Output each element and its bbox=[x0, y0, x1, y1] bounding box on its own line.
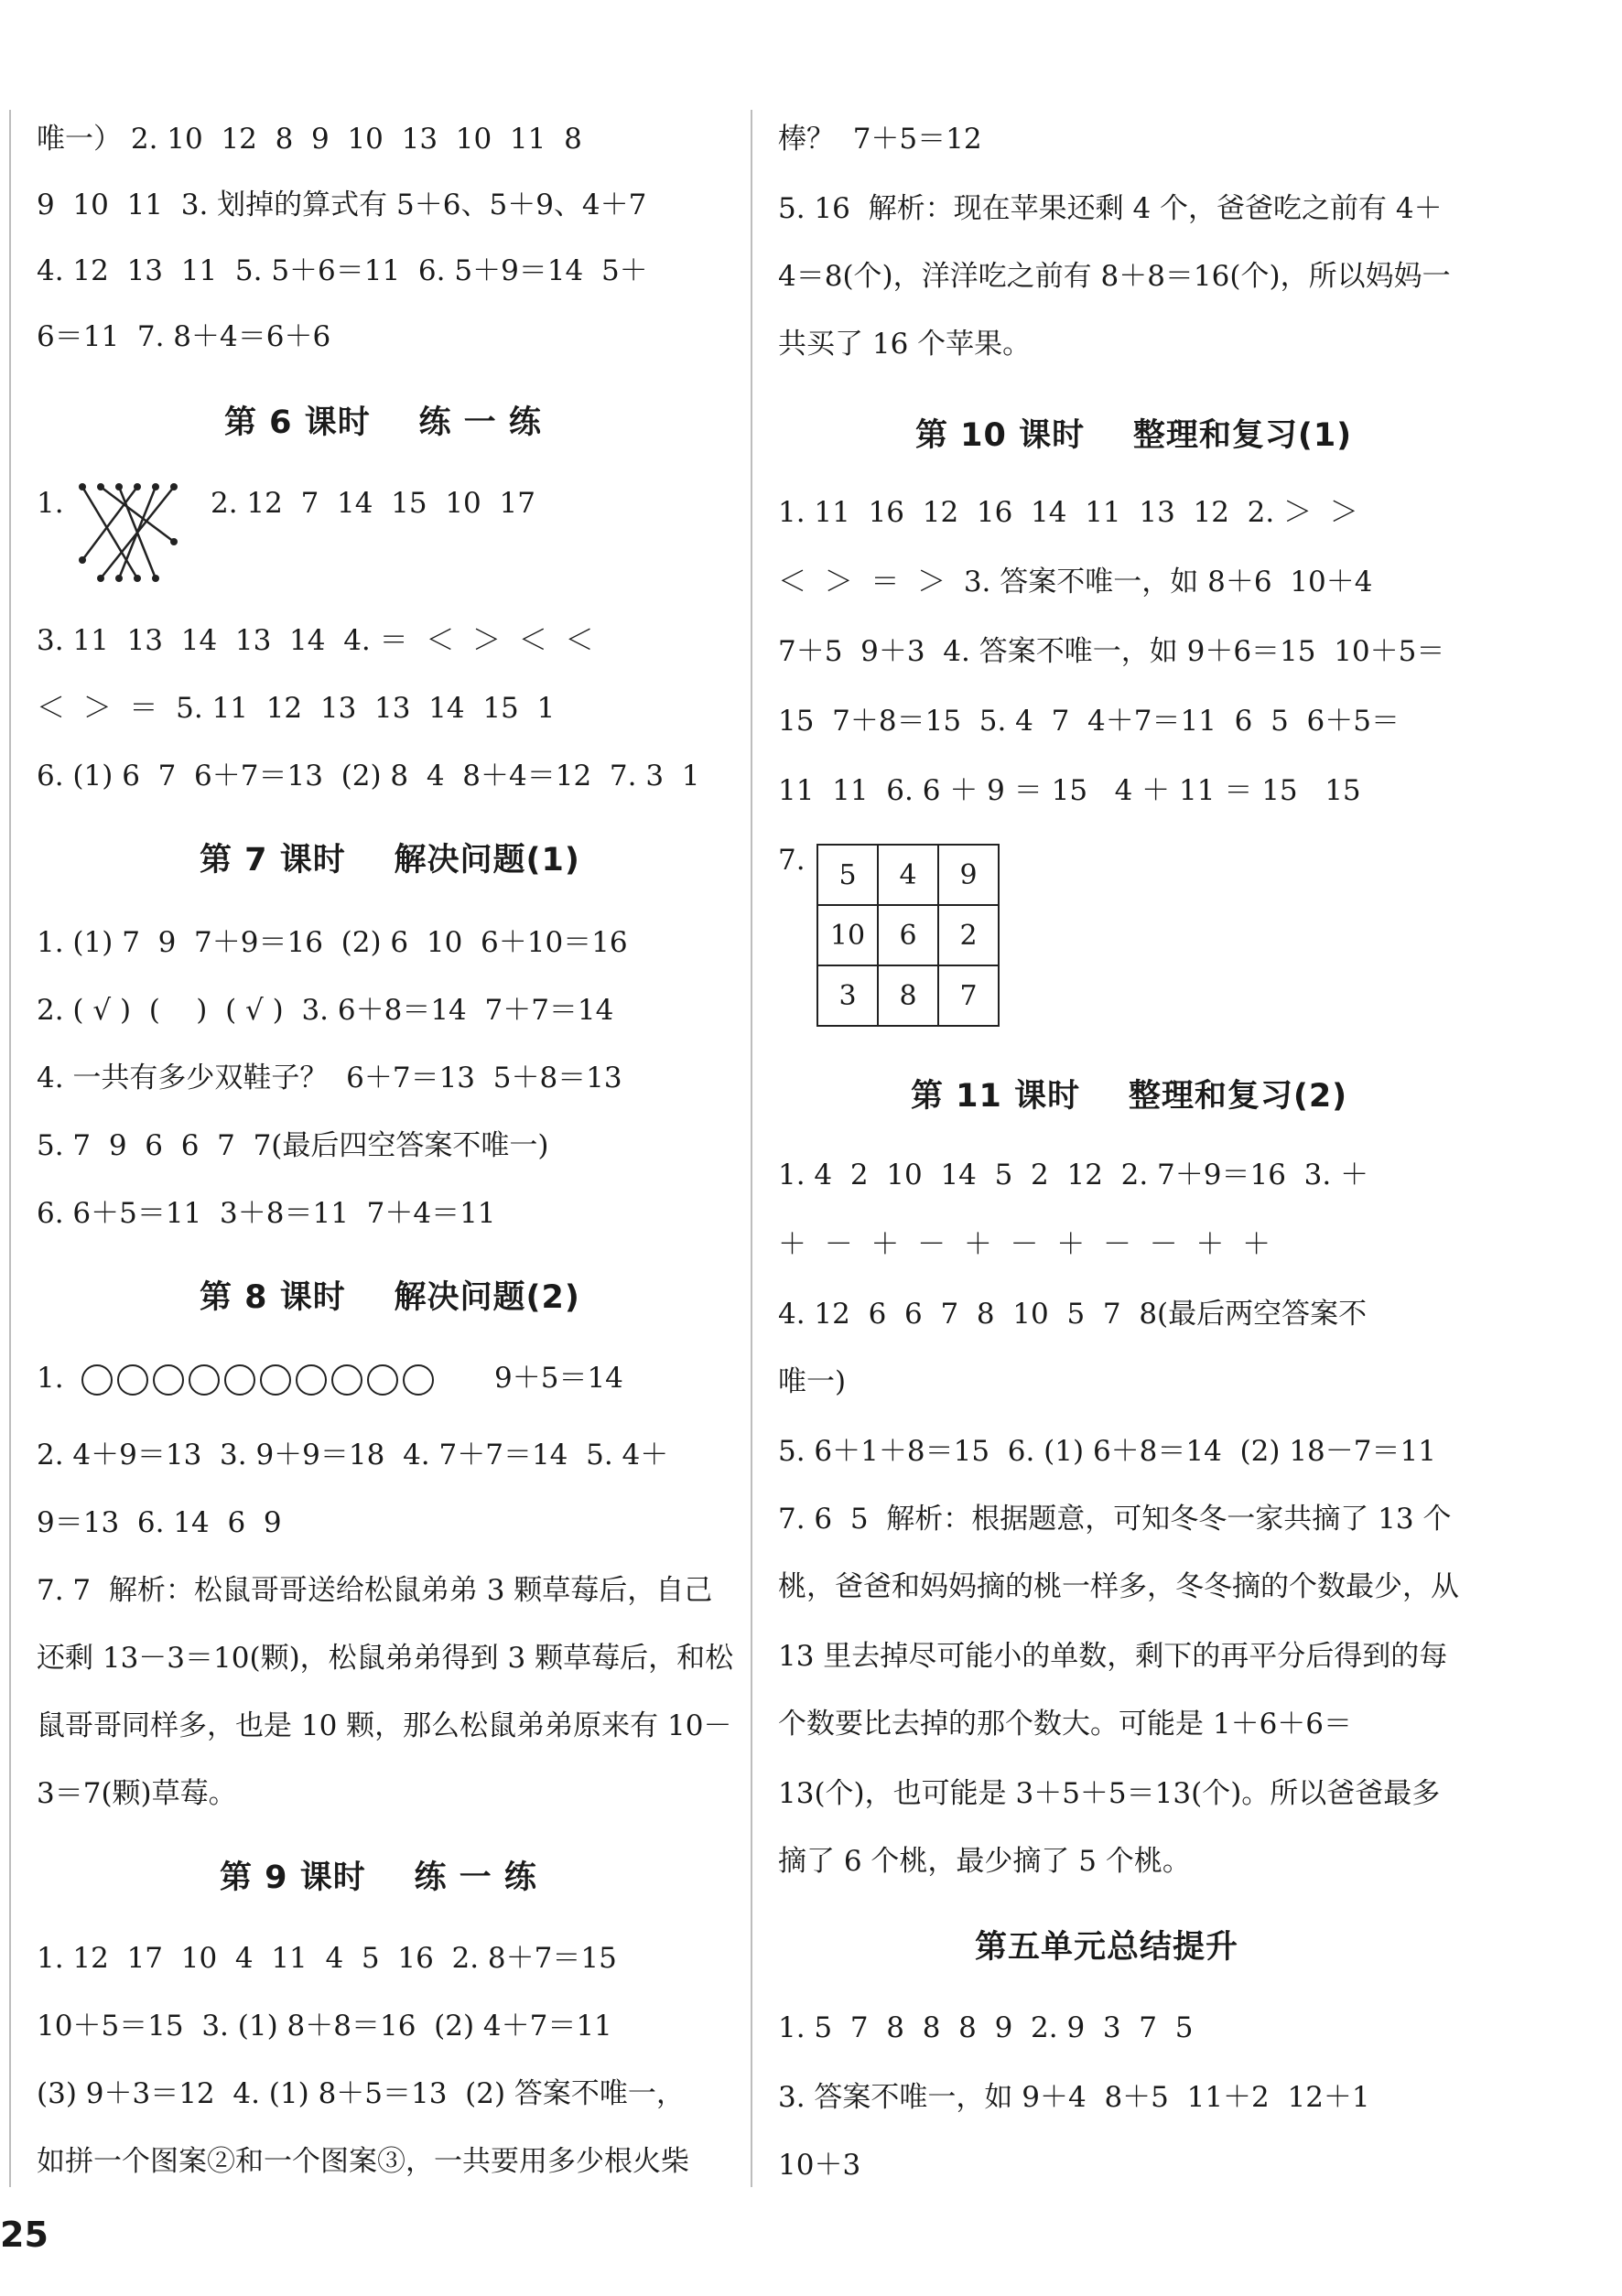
text-line: 鼠哥哥同样多，也是 10 颗，那么松鼠弟弟原来有 10－ bbox=[37, 1709, 732, 1742]
section-heading: 第 9 课时 练 一 练 bbox=[220, 1859, 537, 1896]
text-line: 4. 12 13 11 5. 5＋6＝11 6. 5＋9＝14 5＋ bbox=[37, 254, 648, 287]
text-line: 唯一） 2. 10 12 8 9 10 13 10 11 8 bbox=[37, 123, 582, 156]
section-heading: 第五单元总结提升 bbox=[975, 1929, 1239, 1966]
section-heading: 第 8 课时 解决问题(2) bbox=[200, 1279, 580, 1316]
text-line: 桃，爸爸和妈妈摘的桃一样多，冬冬摘的个数最少，从 bbox=[778, 1570, 1459, 1603]
text-line: 棒？ 7＋5＝12 bbox=[778, 123, 982, 156]
text-line: 1. 12 17 10 4 11 4 5 16 2. 8＋7＝15 bbox=[37, 1942, 617, 1975]
matching-lines-figure bbox=[73, 478, 183, 587]
text-line: 15 7＋8＝15 5. 4 7 4＋7＝11 6 5 6＋5＝ bbox=[778, 705, 1400, 738]
text-line: 1. (1) 7 9 7＋9＝16 (2) 6 10 6＋10＝16 bbox=[37, 926, 628, 959]
question-number: 7. bbox=[778, 844, 806, 877]
text-line: 5. 6＋1＋8＝15 6. (1) 6＋8＝14 (2) 18－7＝11 bbox=[778, 1435, 1436, 1468]
text-line: 13 里去掉尽可能小的单数，剩下的再平分后得到的每 bbox=[778, 1640, 1448, 1673]
grid-cell: 7 bbox=[938, 965, 999, 1026]
text-line: 6. (1) 6 7 6＋7＝13 (2) 8 4 8＋4＝12 7. 3 1 bbox=[37, 760, 700, 792]
grid-cell: 8 bbox=[878, 965, 938, 1026]
text-line: 6＝11 7. 8＋4＝6＋6 bbox=[37, 320, 331, 353]
text-line: (3) 9＋3＝12 4. (1) 8＋5＝13 (2) 答案不唯一， bbox=[37, 2077, 685, 2110]
text-line: 5. 16 解析：现在苹果还剩 4 个，爸爸吃之前有 4＋ bbox=[778, 192, 1443, 225]
text-line: 4. 一共有多少双鞋子？ 6＋7＝13 5＋8＝13 bbox=[37, 1062, 622, 1094]
text-line: 3＝7(颗)草莓。 bbox=[37, 1777, 237, 1810]
text-line: 10＋3 bbox=[778, 2149, 861, 2182]
text-line: ＋ － ＋ － ＋ － ＋ － － ＋ ＋ bbox=[778, 1228, 1271, 1261]
grid-cell: 6 bbox=[878, 905, 938, 965]
question-number: 1. bbox=[37, 487, 64, 520]
text-line: 如拼一个图案②和一个图案③，一共要用多少根火柴 bbox=[37, 2145, 689, 2178]
grid-cell: 3 bbox=[817, 965, 878, 1026]
text-line: 共买了 16 个苹果。 bbox=[778, 328, 1032, 361]
text-line: 1. 5 7 8 8 8 9 2. 9 3 7 5 bbox=[778, 2011, 1194, 2044]
section-heading: 第 7 课时 解决问题(1) bbox=[200, 842, 580, 879]
text-line: 唯一) bbox=[778, 1365, 847, 1398]
text-line: ＜ ＞ ＝ ＞ 3. 答案不唯一，如 8＋6 10＋4 bbox=[778, 566, 1373, 598]
text-line: 1. 4 2 10 14 5 2 12 2. 7＋9＝16 3. ＋ bbox=[778, 1159, 1369, 1191]
text-line: 2. 12 7 14 15 10 17 bbox=[211, 487, 535, 520]
text-line: 2. 4＋9＝13 3. 9＋9＝18 4. 7＋7＝14 5. 4＋ bbox=[37, 1439, 669, 1471]
text-line: 6. 6＋5＝11 3＋8＝11 7＋4＝11 bbox=[37, 1197, 496, 1230]
text-line: 3. 11 13 14 13 14 4. ＝ ＜ ＞ ＜ ＜ bbox=[37, 624, 594, 657]
text-line: ＜ ＞ ＝ 5. 11 12 13 13 14 15 1 bbox=[37, 692, 556, 725]
text-line: 11 11 6. 6 ＋ 9 ＝ 15 4 ＋ 11 ＝ 15 15 bbox=[778, 774, 1361, 807]
circle-row: 1. bbox=[37, 1360, 438, 1396]
grid-cell: 9 bbox=[938, 845, 999, 905]
text-line: 7. 7 解析：松鼠哥哥送给松鼠弟弟 3 颗草莓后，自己 bbox=[37, 1574, 713, 1607]
magic-square bbox=[816, 844, 1000, 1027]
section-heading: 第 11 课时 整理和复习(2) bbox=[911, 1078, 1348, 1115]
column-divider bbox=[751, 110, 752, 2187]
text-line: 7＋5 9＋3 4. 答案不唯一，如 9＋6＝15 10＋5＝ bbox=[778, 635, 1445, 668]
text-line: 9＝13 6. 14 6 9 bbox=[37, 1506, 282, 1539]
section-heading: 第 6 课时 练 一 练 bbox=[224, 404, 542, 441]
text-line: 1. 11 16 12 16 14 11 13 12 2. ＞ ＞ bbox=[778, 496, 1358, 529]
text-line: 摘了 6 个桃，最少摘了 5 个桃。 bbox=[778, 1845, 1191, 1878]
text-line: 5. 7 9 6 6 7 7(最后四空答案不唯一) bbox=[37, 1129, 549, 1162]
text-line: 9 10 11 3. 划掉的算式有 5＋6、5＋9、4＋7 bbox=[37, 189, 647, 221]
text-line: 4＝8(个)，洋洋吃之前有 8＋8＝16(个)，所以妈妈一 bbox=[778, 260, 1451, 293]
grid-cell: 5 bbox=[817, 845, 878, 905]
grid-cell: 10 bbox=[817, 905, 878, 965]
text-line: 个数要比去掉的那个数大。可能是 1＋6＋6＝ bbox=[778, 1708, 1353, 1741]
text-line: 4. 12 6 6 7 8 10 5 7 8(最后两空答案不 bbox=[778, 1298, 1368, 1331]
text-line: 9＋5＝14 bbox=[494, 1362, 623, 1395]
page-number: 25 bbox=[0, 2215, 49, 2255]
text-line: 10＋5＝15 3. (1) 8＋8＝16 (2) 4＋7＝11 bbox=[37, 2010, 612, 2043]
column-divider bbox=[9, 110, 11, 2187]
text-line: 7. 6 5 解析：根据题意，可知冬冬一家共摘了 13 个 bbox=[778, 1503, 1452, 1536]
section-heading: 第 10 课时 整理和复习(1) bbox=[915, 417, 1353, 454]
grid-cell: 4 bbox=[878, 845, 938, 905]
text-line: 2. ( √ ) ( ) ( √ ) 3. 6＋8＝14 7＋7＝14 bbox=[37, 994, 614, 1027]
grid-cell: 2 bbox=[938, 905, 999, 965]
text-line: 还剩 13－3＝10(颗)，松鼠弟弟得到 3 颗草莓后，和松 bbox=[37, 1642, 734, 1675]
text-line: 13(个)，也可能是 3＋5＋5＝13(个)。所以爸爸最多 bbox=[778, 1777, 1441, 1810]
text-line: 3. 答案不唯一，如 9＋4 8＋5 11＋2 12＋1 bbox=[778, 2081, 1370, 2114]
